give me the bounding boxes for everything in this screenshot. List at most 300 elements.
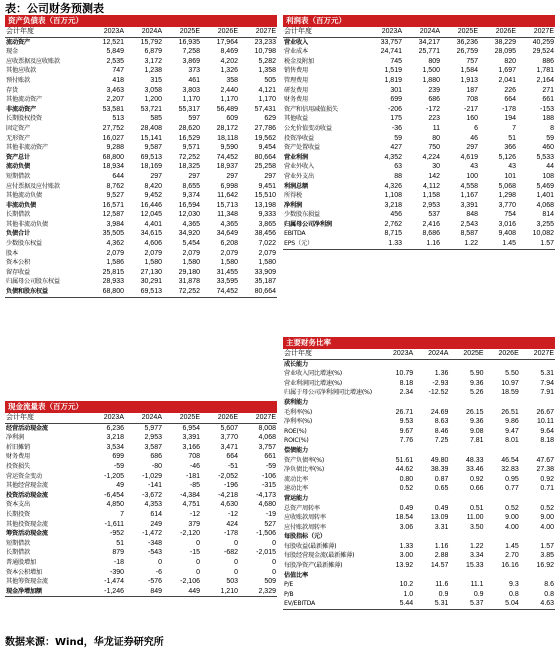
header-cell: 2027E (517, 27, 555, 37)
header-cell: 2025E (163, 27, 201, 37)
row-value: 4,352 (384, 153, 402, 161)
row-value: 2,079 (144, 249, 162, 257)
table-row (5, 452, 277, 462)
row-value: 597 (188, 115, 200, 123)
row-value: 1,158 (422, 192, 440, 200)
table-row (5, 491, 277, 501)
row-label: 净负债比率(%) (284, 466, 325, 474)
row-value: 27,130 (140, 268, 162, 276)
row-value: -6 (155, 568, 162, 576)
row-value: 4,362 (106, 240, 124, 248)
row-label: 获利能力 (284, 398, 308, 406)
row-value: 69,513 (140, 153, 162, 161)
row-value: 644 (112, 172, 124, 180)
table-row (5, 37, 277, 47)
row-label: 营业收入同比增速(%) (284, 370, 343, 378)
row-value: -1,205 (104, 472, 124, 480)
table-row (283, 201, 555, 211)
table-row (5, 268, 277, 278)
row-value: 5,282 (258, 57, 276, 65)
row-value: 9,590 (220, 144, 238, 152)
row-value: 6,236 (106, 424, 124, 432)
row-value (414, 571, 449, 581)
row-value: 34,920 (178, 230, 200, 238)
row-value: 9.36 (469, 418, 484, 426)
row-label: 资本公积 (6, 259, 30, 267)
row-value: 4,401 (144, 220, 162, 228)
row-value (414, 398, 449, 408)
table-row (5, 201, 277, 211)
row-value: -178 (501, 105, 516, 113)
row-value: 9.00 (505, 514, 519, 522)
row-value: 5,607 (220, 424, 238, 432)
row-value: -4,384 (180, 491, 200, 499)
row-value (449, 398, 484, 408)
row-label: 经营活动现金流 (6, 424, 48, 432)
row-value (414, 532, 449, 542)
row-value: 0.52 (399, 485, 414, 493)
row-label: 营业成本 (284, 48, 308, 56)
row-value: 12,045 (140, 211, 162, 219)
row-label: 公允价值变动收益 (284, 124, 332, 132)
row-value: 1,200 (144, 96, 162, 104)
header-cell: 2026E (479, 27, 517, 37)
row-value: 0 (234, 568, 238, 576)
row-label: 预付账款 (6, 76, 30, 84)
row-label: 非流动资产 (6, 105, 36, 113)
row-value: -6,454 (104, 491, 124, 499)
row-value: 3,865 (258, 220, 276, 228)
row-value: 48.33 (466, 456, 484, 464)
row-value: 3.00 (399, 552, 414, 560)
row-value: 0 (234, 539, 238, 547)
row-value: 849 (125, 587, 163, 597)
row-value (520, 494, 555, 504)
row-value: 379 (188, 520, 200, 528)
header-cell: 2026E (201, 27, 239, 37)
row-value: 11.6 (435, 581, 449, 589)
row-value: 4,751 (182, 501, 200, 509)
row-value: 13.09 (430, 514, 449, 522)
row-value: 1,108 (384, 192, 402, 200)
row-value: 14.57 (430, 562, 449, 570)
row-value: 848 (466, 211, 478, 219)
row-value: 814 (542, 211, 554, 219)
row-value: 2,953 (144, 434, 162, 442)
row-value: -172 (425, 105, 440, 113)
row-value: 1,580 (144, 259, 162, 267)
row-value: 809 (428, 57, 440, 65)
row-value: 249 (150, 520, 162, 528)
row-value: 26.67 (536, 408, 554, 416)
row-value: 1,500 (422, 67, 440, 75)
row-value: 1,170 (182, 96, 200, 104)
row-value: 686 (150, 453, 162, 461)
row-value: 1.22 (441, 239, 479, 249)
row-value: 188 (542, 115, 554, 123)
row-label: 折旧摊销 (6, 443, 30, 451)
row-value: 7.25 (434, 437, 449, 445)
row-value: 3,984 (106, 220, 124, 228)
row-value: 8,762 (106, 182, 124, 190)
header-cell: 会计年度 (5, 27, 87, 37)
row-value: 629 (264, 115, 276, 123)
row-value: 3,218 (106, 434, 124, 442)
row-value: 101 (504, 172, 516, 180)
row-value: 0.8 (509, 590, 519, 598)
table-row (5, 577, 277, 587)
row-value: -543 (147, 549, 162, 557)
table-row (5, 229, 277, 239)
header-cell: 会计年度 (283, 349, 379, 359)
row-value: 2,416 (422, 220, 440, 228)
row-value: 223 (428, 115, 440, 123)
row-value: 0.8 (544, 590, 554, 598)
row-value: 0.66 (469, 485, 484, 493)
row-value: 10,082 (532, 230, 554, 238)
row-value: 11,348 (217, 211, 238, 219)
row-value: 8,655 (182, 182, 200, 190)
row-value: 44 (546, 163, 554, 171)
row-label: 净利润 (6, 434, 24, 442)
row-value: 1,586 (106, 259, 124, 267)
row-value: 4,850 (106, 501, 124, 509)
row-value: 0.92 (469, 475, 484, 483)
row-value: 100 (466, 172, 478, 180)
table-header-row (5, 413, 277, 423)
row-label: 流动比率 (284, 475, 308, 483)
row-label: 归属母公司股东权益 (6, 278, 60, 286)
table-row (283, 124, 555, 134)
table-row (283, 494, 555, 504)
row-value: 9.64 (540, 427, 554, 435)
row-value: 461 (188, 76, 200, 84)
row-value (449, 494, 484, 504)
row-value: 56,489 (216, 105, 238, 113)
row-value: 7.81 (469, 437, 484, 445)
row-value: 2.70 (505, 552, 519, 560)
row-value: 16.92 (536, 562, 554, 570)
table-row (283, 388, 555, 398)
row-value: 9,374 (182, 192, 200, 200)
row-value: 3,016 (498, 220, 516, 228)
row-value: 7,022 (258, 240, 276, 248)
row-value: -12.52 (428, 389, 449, 397)
table-row (283, 359, 555, 369)
row-value: -19 (265, 510, 276, 518)
row-value: 5.31 (540, 370, 554, 378)
row-value: 297 (466, 144, 478, 152)
row-value: 1.16 (403, 239, 441, 249)
header-cell: 2024A (125, 413, 163, 423)
header-cell: 2025E (163, 413, 201, 423)
row-label: 流动负债 (6, 163, 30, 171)
row-value: 25,815 (102, 268, 124, 276)
table-row (283, 551, 555, 561)
row-value: 297 (226, 172, 238, 180)
row-value: 5.04 (485, 599, 520, 609)
row-value (449, 532, 484, 542)
row-value: 1.36 (434, 370, 449, 378)
row-value: 9.53 (399, 418, 414, 426)
row-label: 管理费用 (284, 76, 308, 84)
row-value: 16,446 (140, 201, 162, 209)
row-value: 226 (504, 86, 516, 94)
row-value: 8,587 (460, 230, 478, 238)
row-value: 18,937 (216, 163, 238, 171)
income-statement-table (283, 27, 555, 250)
row-value: 15,713 (216, 201, 238, 209)
table-row (5, 258, 277, 268)
row-value: 16.16 (501, 562, 519, 570)
row-label: 营业收入 (284, 38, 308, 46)
cash-flow-table (5, 413, 277, 597)
row-value: 2,079 (106, 249, 124, 257)
row-value: 40,259 (532, 38, 554, 46)
table-row (283, 561, 555, 571)
row-value: 72,252 (163, 287, 201, 297)
row-value (449, 571, 484, 581)
table-row (5, 114, 277, 124)
row-label: 营业利润同比增速(%) (284, 379, 343, 387)
row-value: 9.00 (540, 514, 554, 522)
row-value (520, 398, 555, 408)
row-value: 46.54 (501, 456, 519, 464)
row-value: -36 (391, 124, 402, 132)
row-value: 1.45 (505, 542, 519, 550)
row-value: 1,519 (384, 67, 402, 75)
row-label: 短期借款 (6, 539, 30, 547)
row-value: 26.71 (395, 408, 414, 416)
row-value: 17,964 (216, 38, 238, 46)
row-value: 3,770 (220, 434, 238, 442)
row-value: 456 (390, 211, 402, 219)
row-value: 15,792 (140, 38, 162, 46)
row-value: 13.92 (395, 562, 414, 570)
row-label: 投资损失 (6, 462, 30, 470)
row-value: 1.16 (434, 542, 449, 550)
row-value (520, 571, 555, 581)
row-value: 5,977 (144, 424, 162, 432)
header-cell: 2027E (239, 413, 277, 423)
row-label: 应付账款周转率 (284, 523, 326, 531)
row-value: 24.69 (430, 408, 449, 416)
row-value: 1.33 (365, 239, 403, 249)
row-value: 0 (272, 558, 276, 566)
row-value: 26.15 (466, 408, 484, 416)
row-value: 4,365 (220, 220, 238, 228)
row-label: 筹资活动现金流 (6, 530, 48, 538)
table-row (283, 465, 555, 475)
table-row (283, 369, 555, 379)
table-row (283, 580, 555, 590)
row-value: 51 (116, 539, 124, 547)
table-row (283, 239, 555, 249)
table-row (283, 220, 555, 230)
row-value: 8.6 (544, 581, 554, 589)
page-title: 表：公司财务预测表 (5, 2, 104, 15)
row-value: 5.31 (414, 599, 449, 609)
table-row (283, 172, 555, 182)
row-label: 少数股东权益 (6, 240, 42, 248)
row-label: 毛利率(%) (284, 408, 313, 416)
row-value: 5.50 (505, 370, 519, 378)
row-value: -18 (113, 558, 124, 566)
row-value: 25,258 (254, 163, 276, 171)
row-value: 5.26 (469, 389, 484, 397)
row-value: 3,391 (182, 434, 200, 442)
table-row (283, 542, 555, 552)
row-value: 5.44 (379, 599, 414, 609)
row-value: 6 (474, 124, 478, 132)
row-value: 8,469 (220, 48, 238, 56)
row-value: 699 (390, 96, 402, 104)
table-row (5, 510, 277, 520)
row-value: 9,452 (144, 192, 162, 200)
row-value: 1,210 (201, 587, 239, 597)
row-value (485, 398, 520, 408)
row-label: 其他经营现金流 (6, 482, 48, 490)
row-value: 1,880 (422, 76, 440, 84)
row-value: 1.45 (479, 239, 517, 249)
row-value: 614 (150, 510, 162, 518)
row-value: 4,630 (220, 501, 238, 509)
row-value: 886 (542, 57, 554, 65)
row-label: 速动比率 (284, 485, 308, 493)
row-value: 0.9 (473, 590, 484, 598)
table-row (5, 500, 277, 510)
row-value: 36,236 (456, 38, 478, 46)
row-value: 4,202 (220, 57, 238, 65)
row-value: 8,008 (258, 424, 276, 432)
row-label: 研发费用 (284, 86, 308, 94)
row-value: 10,798 (254, 48, 276, 56)
row-value: 7 (120, 510, 124, 518)
row-value: 3,770 (498, 201, 516, 209)
row-value: 513 (112, 115, 124, 123)
table-row (283, 456, 555, 466)
row-value: 1,913 (460, 76, 478, 84)
row-value: -348 (147, 539, 162, 547)
row-value: 3,803 (182, 86, 200, 94)
row-label: 其他流动资产 (6, 96, 42, 104)
row-value: 0 (272, 568, 276, 576)
table-row (283, 599, 555, 609)
row-value: 9,587 (144, 144, 162, 152)
table-row (5, 548, 277, 558)
row-value: -1,506 (256, 530, 276, 538)
row-value (414, 494, 449, 504)
row-value: 80,664 (239, 287, 277, 297)
row-value: 7,258 (182, 48, 200, 56)
row-value: 1.57 (540, 542, 554, 550)
row-value: 80,664 (254, 153, 276, 161)
row-value: 9.67 (399, 427, 414, 435)
row-value: 1,298 (498, 192, 516, 200)
row-value (414, 359, 449, 369)
row-value: 0.52 (540, 504, 554, 512)
row-value: 5,126 (498, 153, 516, 161)
row-value: -1,246 (87, 587, 125, 597)
row-value: 3,587 (144, 443, 162, 451)
row-value: 3.85 (540, 552, 554, 560)
row-value: 1,238 (144, 67, 162, 75)
row-value: 4,606 (144, 240, 162, 248)
row-value: 745 (390, 57, 402, 65)
row-value: 28,095 (494, 48, 516, 56)
row-label: 其他非流动资产 (6, 144, 48, 152)
row-value: 187 (466, 86, 478, 94)
row-value: -2,120 (180, 530, 200, 538)
row-label: 资本公积增加 (6, 568, 42, 576)
income-statement-title: 利润表（百万元） (283, 15, 555, 27)
row-value: 7.91 (540, 389, 554, 397)
row-value: 19,562 (254, 134, 276, 142)
row-value: 9,333 (258, 211, 276, 219)
row-value: 28,172 (216, 124, 238, 132)
row-label: 长期借款 (6, 549, 30, 557)
row-label: 销售费用 (284, 67, 308, 75)
table-row (283, 162, 555, 172)
row-value: 33.46 (466, 466, 484, 474)
row-value: 2,543 (460, 220, 478, 228)
row-label: 利润总额 (284, 182, 308, 190)
row-value: 3.06 (399, 523, 414, 531)
row-value: 2.88 (434, 552, 449, 560)
row-label: 非流动负债 (6, 201, 36, 209)
row-value: 53,721 (140, 105, 162, 113)
row-label: 营业利润 (284, 153, 308, 161)
row-value: 49.80 (430, 456, 449, 464)
row-label: 现金 (6, 48, 18, 56)
row-value (379, 494, 414, 504)
row-value: 7.94 (540, 379, 554, 387)
table-row (5, 443, 277, 453)
row-value: 373 (188, 67, 200, 75)
table-row (283, 484, 555, 494)
row-value: 3,166 (182, 443, 200, 451)
row-value: 879 (112, 549, 124, 557)
row-value: 49 (116, 482, 124, 490)
balance-sheet-table (5, 27, 277, 298)
header-cell: 2027E (520, 349, 555, 359)
row-value: 0.49 (399, 504, 414, 512)
row-value: 59 (546, 134, 554, 142)
table-row (283, 105, 555, 115)
table-row (283, 427, 555, 437)
row-label: 每股指标（元） (284, 533, 326, 541)
row-label: 资产处置收益 (284, 144, 320, 152)
row-value: 3.34 (469, 552, 484, 560)
row-label: 长期股权投资 (6, 115, 42, 123)
row-value: 72,252 (178, 153, 200, 161)
table-row (283, 532, 555, 542)
row-value: 23,233 (254, 38, 276, 46)
row-value: 6,998 (220, 182, 238, 190)
row-value: 53,581 (102, 105, 124, 113)
header-cell: 2025E (449, 349, 484, 359)
row-label: 估值比率 (284, 571, 308, 579)
row-value (414, 446, 449, 456)
financial-ratios-table (283, 349, 555, 610)
table-row (5, 277, 277, 287)
row-value: -206 (387, 105, 402, 113)
row-value: 3,391 (460, 201, 478, 209)
row-value: 142 (428, 172, 440, 180)
row-value: 7.76 (399, 437, 414, 445)
row-label: 其他筹资现金流 (6, 578, 48, 586)
row-value: 33,909 (254, 268, 276, 276)
